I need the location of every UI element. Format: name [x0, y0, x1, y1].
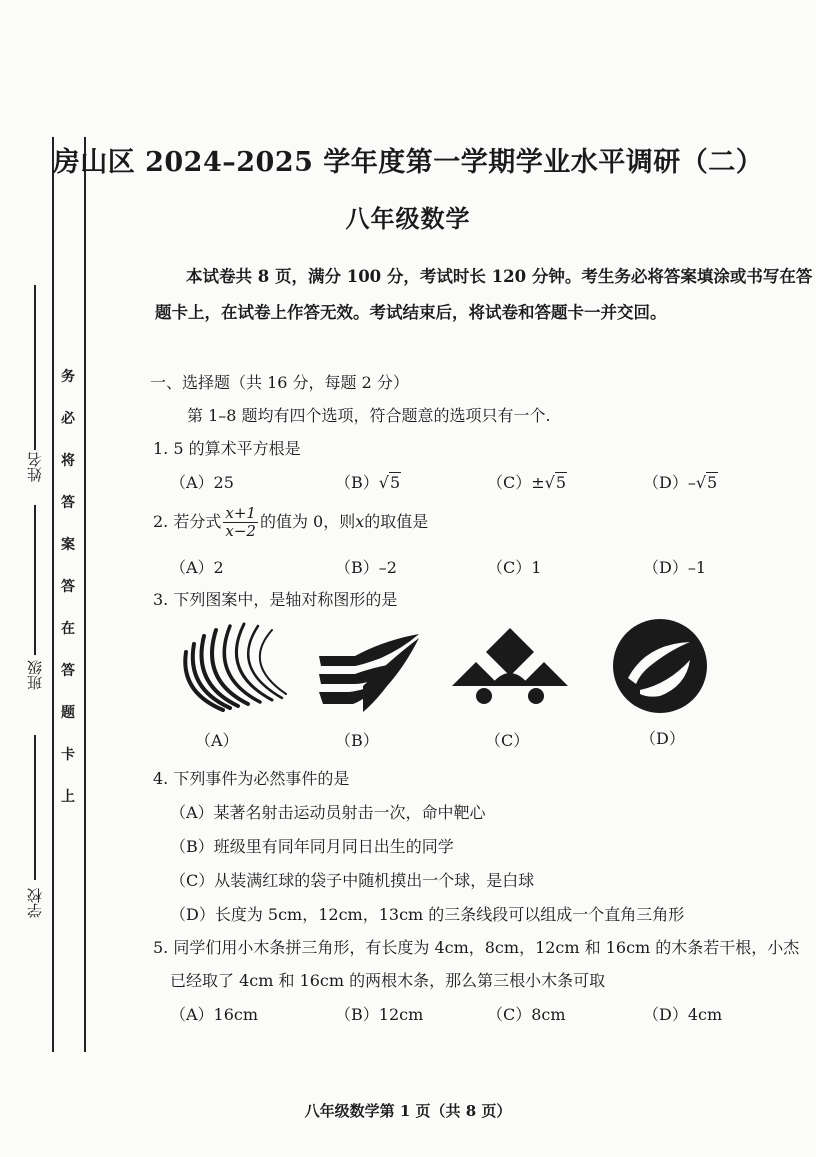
- notice-char: 题: [61, 705, 75, 721]
- q5-option-c: （C）8cm: [487, 1005, 566, 1024]
- q5-option-d: （D）4cm: [643, 1005, 723, 1024]
- exam-title: 房山区 2024–2025 学年度第一学期学业水平调研（二）: [52, 147, 764, 178]
- q4-option-d: （D）长度为 5cm，12cm，13cm 的三条线段可以组成一个直角三角形: [170, 905, 685, 924]
- q5-stem-line-1: 5. 同学们用小木条拼三角形，有长度为 4cm，8cm，12cm 和 16cm 的木条若干根，小杰: [153, 938, 800, 957]
- notice-char: 务: [61, 369, 75, 385]
- q2-option-a: （A）2: [170, 558, 224, 577]
- q4-stem: 4. 下列事件为必然事件的是: [153, 769, 350, 788]
- q4-option-c: （C）从装满红球的袋子中随机摸出一个球，是白球: [170, 871, 535, 890]
- q2-fraction: $\frac{x+1}{x-2}$: [225, 504, 256, 540]
- q4-option-b: （B）班级里有同年同月同日出生的同学: [170, 837, 454, 856]
- q1-stem: 1. 5 的算术平方根是: [153, 439, 301, 458]
- notice-char: 卡: [61, 747, 75, 763]
- q3-figure-d: [610, 616, 710, 716]
- q3-label-c: （C）: [485, 731, 530, 750]
- q2-option-c: （C）1: [487, 558, 542, 577]
- q1-option-d: （D）–√5: [643, 473, 718, 492]
- section-note: 第 1–8 题均有四个选项，符合题意的选项只有一个.: [187, 406, 551, 425]
- q2-option-d: （D）–1: [643, 558, 707, 577]
- instructions-line-1: 本试卷共 8 页，满分 100 分，考试时长 120 分钟。考生务必将答案填涂或书写在答: [186, 267, 813, 286]
- notice-char: 答: [61, 663, 75, 679]
- q5-option-a: （A）16cm: [170, 1005, 259, 1024]
- page-footer: 八年级数学第 1 页（共 8 页）: [304, 1102, 512, 1120]
- class-field-label: 班级: [26, 660, 44, 690]
- school-field-label: 学校: [26, 888, 44, 918]
- q3-stem: 3. 下列图案中，是轴对称图形的是: [153, 590, 398, 609]
- q5-stem-line-2: 已经取了 4cm 和 16cm 的两根木条，那么第三根小木条可取: [170, 971, 606, 990]
- notice-char: 将: [61, 453, 75, 469]
- margin-line-outer: [52, 137, 54, 1052]
- q4-option-a: （A）某著名射击运动员射击一次，命中靶心: [170, 803, 486, 822]
- q1-option-a: （A）25: [170, 473, 234, 492]
- school-field-underline: [34, 735, 36, 880]
- notice-char: 答: [61, 579, 75, 595]
- q3-figure-b: [315, 626, 425, 716]
- name-field-label: 姓名: [26, 452, 44, 482]
- name-field-underline: [34, 285, 36, 450]
- class-field-underline: [34, 505, 36, 655]
- q1-option-c: （C）±√5: [487, 473, 567, 492]
- q2-stem: 2. 若分式 $\frac{x+1}{x-2}$ 的值为 0，则x的取值是: [153, 504, 429, 540]
- q5-option-b: （B）12cm: [335, 1005, 424, 1024]
- q3-figure-a: [178, 622, 288, 717]
- q2-option-b: （B）–2: [335, 558, 397, 577]
- exam-subtitle: 八年级数学: [345, 204, 471, 233]
- q3-label-b: （B）: [335, 731, 379, 750]
- q3-label-d: （D）: [640, 729, 685, 748]
- q3-label-a: （A）: [195, 731, 239, 750]
- notice-char: 必: [61, 411, 75, 427]
- notice-char: 上: [61, 789, 75, 805]
- q1-option-b: （B）√5: [335, 473, 401, 492]
- notice-char: 案: [61, 537, 75, 553]
- q3-figure-c: [450, 624, 570, 714]
- section-heading: 一、选择题（共 16 分，每题 2 分）: [150, 373, 409, 392]
- margin-line-inner: [84, 137, 86, 1052]
- notice-char: 答: [61, 495, 75, 511]
- notice-char: 在: [61, 621, 75, 637]
- instructions-line-2: 题卡上，在试卷上作答无效。考试结束后，将试卷和答题卡一并交回。: [155, 303, 667, 322]
